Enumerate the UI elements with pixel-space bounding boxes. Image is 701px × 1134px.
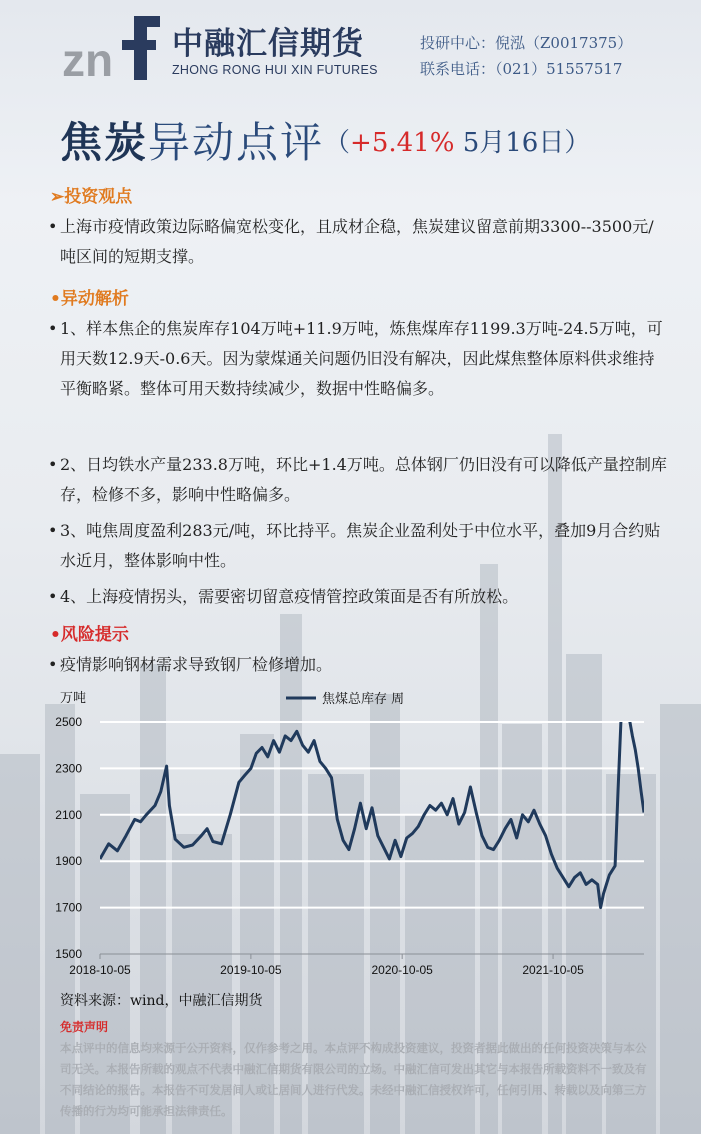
analysis-text: 1、样本焦企的焦炭库存104万吨+11.9万吨，炼焦煤库存1199.3万吨-24.5万吨，可用天数12.9天-0.6天。因为蒙煤通关问题仍旧没有解决，因此煤焦整体原料供求维持平衡略紧。整体可用天数持续减少，数据中性略偏多。: [60, 319, 663, 398]
y-tick-label: 2300: [55, 761, 82, 776]
analysis-text: 4、上海疫情拐头，需要密切留意疫情管控政策面是否有所放松。: [60, 587, 519, 606]
y-tick-label: 1500: [55, 947, 82, 961]
title-commodity: 焦炭: [60, 118, 149, 167]
section-heading-risk: •风险提示: [50, 625, 129, 645]
bullet: •: [48, 655, 58, 674]
research-contact: 投研中心：倪泓（Z0017375）: [420, 34, 633, 52]
logo-english-name: ZHONG RONG HUI XIN FUTURES: [172, 63, 378, 77]
page-title: [60, 110, 590, 170]
view-text: 上海市疫情政策边际略偏宽松变化，且成材企稳，焦炭建议留意前期3300--3500元/吨区间的短期支撑。: [60, 217, 654, 266]
x-tick-label: 2018-10-05: [69, 963, 131, 977]
title-type: 异动点评: [148, 118, 325, 167]
bullet: •: [48, 521, 58, 540]
section-heading-view: ➢投资观点: [50, 187, 133, 207]
y-tick-label: 2100: [55, 807, 82, 822]
view-paragraph: [48, 212, 668, 272]
title-paren: （: [324, 128, 351, 158]
analysis-item-2: [48, 450, 668, 510]
x-tick-label: 2020-10-05: [371, 963, 433, 977]
bullet: •: [48, 217, 58, 236]
logo-chinese-name: 中融汇信期货: [172, 26, 364, 62]
analysis-item-1: [48, 314, 668, 404]
title-change: +5.41%: [350, 128, 455, 158]
risk-paragraph: [48, 650, 668, 680]
svg-text:zn: zn: [62, 34, 114, 82]
znf-logo-mark: [62, 14, 162, 82]
x-tick-label: 2019-10-05: [220, 963, 282, 977]
bullet: •: [48, 455, 58, 474]
data-source: 资料来源：wind，中融汇信期货: [60, 993, 263, 1009]
contact-info: [420, 30, 632, 82]
y-tick-label: 1900: [55, 854, 82, 869]
series-line: [100, 703, 644, 907]
analysis-item-3: [48, 516, 668, 576]
disclaimer-title: 免责声明: [60, 1020, 109, 1034]
title-date: 5月16日）: [454, 128, 591, 158]
bullet: •: [48, 587, 58, 606]
y-tick-label: 1700: [55, 900, 82, 915]
risk-text: 疫情影响钢材需求导致钢厂检修增加。: [60, 655, 333, 674]
analysis-text: 2、日均铁水产量233.8万吨，环比+1.4万吨。总体钢厂仍旧没有可以降低产量控制库存，检修不多，影响中性略偏多。: [60, 455, 667, 504]
disclaimer-text: 本点评中的信息均来源于公开资料，仅作参考之用。本点评不构成投资建议，投资者据此做出的任何投资决策与本公司无关。本报告所载的观点不代表中融汇信期货有限公司的立场。中融汇信可发出其它与本报告所载资料不一致及有不同结论的报告。本报告不可发居间人或让居间人进行代发。未经中融汇信授权许可，任何引用、转载以及向第三方传播的行为均可能承担法律责任。: [60, 1041, 647, 1118]
phone-contact: 联系电话：（021）51557517: [420, 60, 623, 78]
company-logo: [62, 12, 378, 84]
bullet: •: [48, 319, 58, 338]
y-tick-label: 2500: [55, 715, 82, 729]
analysis-item-4: [48, 582, 668, 612]
x-tick-label: 2021-10-05: [522, 963, 584, 977]
coking-coal-inventory-chart: [40, 684, 660, 984]
y-axis-unit: 万吨: [60, 691, 87, 706]
section-heading-analysis: •异动解析: [50, 289, 129, 309]
analysis-text: 3、吨焦周度盈利283元/吨，环比持平。焦炭企业盈利处于中位水平，叠加9月合约贴水近月，整体影响中性。: [60, 521, 661, 570]
legend-label: 焦煤总库存 周: [322, 692, 405, 707]
